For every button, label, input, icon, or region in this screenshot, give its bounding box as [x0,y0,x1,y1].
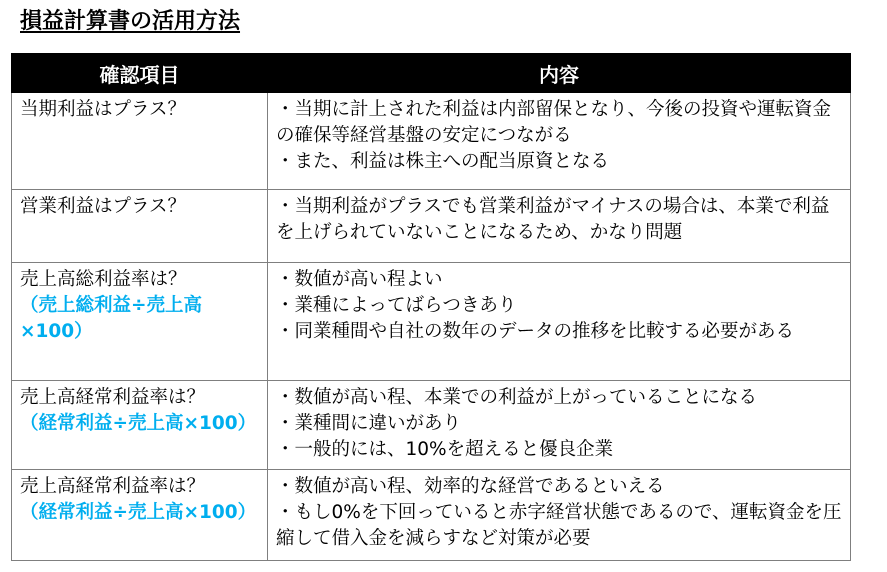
item-name: 売上高経常利益率は？ [20,387,206,408]
item-name: 売上高経常利益率は？ [20,476,206,497]
bullet-item: ・ 一般的には、10%を超えると優良企業 [276,437,844,463]
bullet-item: ・ 数値が高い程、効率的な経営であるといえる [276,474,844,500]
bullet-item: ・ 数値が高い程よい [276,267,844,293]
item-cell [12,381,268,470]
item-cell [12,190,268,263]
item-formula: （経常利益÷売上高×100） [20,502,257,523]
content-cell [268,190,851,263]
bullet-item: ・ 当期に計上された利益は内部留保となり、今後の投資や運転資金の確保等経営基盤の安定につながる [276,97,844,149]
item-name: 売上高総利益率は？ [20,269,187,290]
table-row [12,93,851,190]
bullet-item: ・ 同業種間や自社の数年のデータの推移を比較する必要がある [276,319,844,345]
content-cell [268,381,851,470]
table-row [12,381,851,470]
bullet-list [276,385,844,463]
bullet-item: ・ もし0%を下回っていると赤字経営状態であるので、運転資金を圧縮して借入金を減らすなど対策が必要 [276,500,844,552]
table-row [12,470,851,561]
bullet-list [276,267,844,345]
content-cell [268,263,851,381]
bullet-item: ・ 数値が高い程、本業での利益が上がっていることになる [276,385,844,411]
item-formula: （経常利益÷売上高×100） [20,413,257,434]
bullet-item: ・ 業種によってばらつきあり [276,293,844,319]
item-cell [12,263,268,381]
content-cell [268,470,851,561]
table-row [12,190,851,263]
item-cell [12,470,268,561]
usage-table [11,53,851,561]
table-header-row [12,54,851,93]
page-title: 損益計算書の活用方法 [20,9,241,34]
table-row [12,263,851,381]
column-header-content: 内容 [268,54,851,93]
item-formula: （売上総利益÷売上高×100） [20,295,203,342]
bullet-list [276,97,844,175]
column-header-item: 確認項目 [12,54,268,93]
bullet-item: ・ 当期利益がプラスでも営業利益がマイナスの場合は、本業で利益を上げられていないことになるため、かなり問題 [276,194,844,246]
bullet-list [276,194,844,246]
item-name: 当期利益はプラス？ [20,99,186,120]
bullet-list [276,474,844,552]
bullet-item: ・ また、利益は株主への配当原資となる [276,149,844,175]
content-cell [268,93,851,190]
item-cell [12,93,268,190]
bullet-item: ・ 業種間に違いがあり [276,411,844,437]
item-name: 営業利益はプラス？ [20,196,186,217]
